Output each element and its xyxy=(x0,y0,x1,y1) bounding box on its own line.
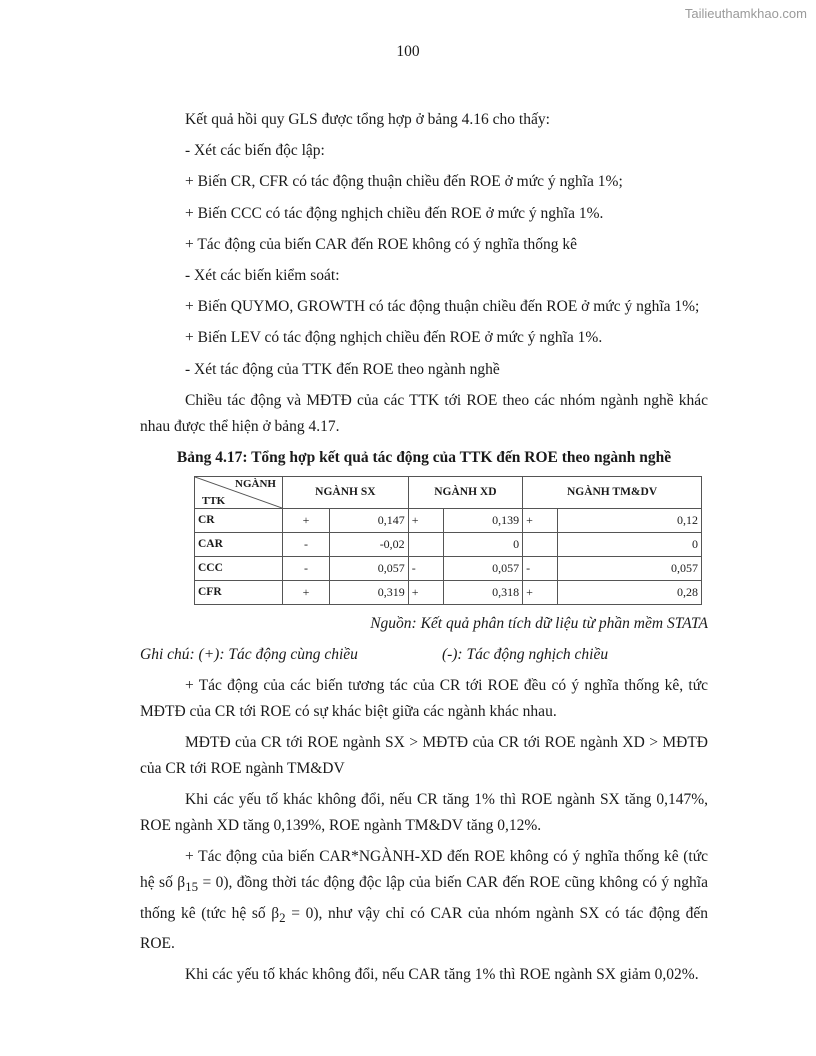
sign-cell: + xyxy=(408,580,443,604)
sign-cell: + xyxy=(523,508,558,532)
value-cell: 0 xyxy=(558,532,702,556)
value-cell: 0,139 xyxy=(443,508,522,532)
column-header: NGÀNH XD xyxy=(408,476,522,508)
table-row xyxy=(195,508,702,532)
page-number: 100 xyxy=(396,43,420,60)
sign-cell: - xyxy=(523,556,558,580)
value-cell: -0,02 xyxy=(330,532,409,556)
paragraph: - Xét các biến độc lập: xyxy=(185,142,325,160)
value-cell: 0,318 xyxy=(443,580,522,604)
sign-cell: - xyxy=(283,532,330,556)
paragraph-beta xyxy=(140,844,708,956)
corner-label-ttk: TTK xyxy=(202,494,226,507)
paragraph: + Tác động của biến CAR đến ROE không có ý nghĩa thống kê xyxy=(185,235,578,253)
table-row xyxy=(195,580,702,604)
value-cell: 0,28 xyxy=(558,580,702,604)
document-body xyxy=(140,107,708,993)
row-variable: CR xyxy=(195,508,283,532)
paragraph: + Tác động của các biến tương tác của CR tới ROE đều có ý nghĩa thống kê, tức MĐTĐ của CR tới ROE có sự khác biệt giữa các ngành khác nhau. xyxy=(140,676,708,720)
sign-cell: - xyxy=(283,556,330,580)
sign-cell: - xyxy=(408,556,443,580)
paragraph: Khi các yếu tố khác không đổi, nếu CAR tăng 1% thì ROE ngành SX giảm 0,02%. xyxy=(185,965,699,983)
value-cell: 0,057 xyxy=(443,556,522,580)
beta-subscript: 15 xyxy=(185,879,199,895)
column-header: NGÀNH TM&DV xyxy=(523,476,702,508)
note-negative: (-): Tác động nghịch chiều xyxy=(441,645,609,663)
table-row xyxy=(195,556,702,580)
value-cell: 0,147 xyxy=(330,508,409,532)
sign-cell xyxy=(408,532,443,556)
beta-text: = 0), đồng thời tác động độc lập của biến CAR đến ROE cũng không có ý nghĩa thống kê (tức hệ số β xyxy=(140,874,708,922)
paragraph: Chiều tác động và MĐTĐ của các TTK tới ROE theo các nhóm ngành nghề khác nhau được thể hiện ở bảng 4.17. xyxy=(140,391,708,435)
table-header-row xyxy=(195,476,702,508)
column-header: NGÀNH SX xyxy=(283,476,409,508)
sign-cell: + xyxy=(283,508,330,532)
beta-text: + Tác động của biến CAR*NGÀNH-XD đến ROE không có ý nghĩa thống kê (tức hệ số β xyxy=(140,848,708,892)
results-table xyxy=(194,476,702,605)
row-variable: CCC xyxy=(195,556,283,580)
value-cell: 0,319 xyxy=(330,580,409,604)
value-cell: 0,12 xyxy=(558,508,702,532)
paragraph: + Biến QUYMO, GROWTH có tác động thuận chiều đến ROE ở mức ý nghĩa 1%; xyxy=(185,298,700,316)
table-row xyxy=(195,532,702,556)
table-corner-cell xyxy=(195,476,283,508)
beta-text: = 0), như vậy chỉ có CAR của nhóm ngành SX có tác động đến ROE. xyxy=(140,904,708,952)
paragraph: + Biến CR, CFR có tác động thuận chiều đến ROE ở mức ý nghĩa 1%; xyxy=(185,173,623,191)
watermark: Tailieuthamkhao.com xyxy=(684,6,807,21)
value-cell: 0 xyxy=(443,532,522,556)
sign-cell: + xyxy=(283,580,330,604)
value-cell: 0,057 xyxy=(558,556,702,580)
sign-cell xyxy=(523,532,558,556)
value-cell: 0,057 xyxy=(330,556,409,580)
sign-cell: + xyxy=(523,580,558,604)
table-notes xyxy=(140,642,708,668)
paragraph: Khi các yếu tố khác không đổi, nếu CR tăng 1% thì ROE ngành SX tăng 0,147%, ROE ngành XD tăng 0,139%, ROE ngành TM&DV tăng 0,12%. xyxy=(140,791,708,835)
paragraph: - Xét tác động của TTK đến ROE theo ngành nghề xyxy=(185,360,500,378)
note-positive: Ghi chú: (+): Tác động cùng chiều xyxy=(140,645,358,663)
beta-subscript: 2 xyxy=(279,909,286,925)
paragraph: MĐTĐ của CR tới ROE ngành SX > MĐTĐ của CR tới ROE ngành XD > MĐTĐ của CR tới ROE ngành TM&DV xyxy=(140,734,708,778)
paragraph: Kết quả hồi quy GLS được tổng hợp ở bảng 4.16 cho thấy: xyxy=(185,111,550,128)
paragraph: - Xét các biến kiểm soát: xyxy=(185,266,340,284)
table-title: Bảng 4.17: Tổng hợp kết quả tác động của TTK đến ROE theo ngành nghề xyxy=(176,448,672,466)
paragraph: + Biến CCC có tác động nghịch chiều đến ROE ở mức ý nghĩa 1%. xyxy=(185,204,604,222)
table-source: Nguồn: Kết quả phân tích dữ liệu từ phần mềm STATA xyxy=(370,614,708,632)
corner-label-industry: NGÀNH xyxy=(235,477,276,490)
row-variable: CFR xyxy=(195,580,283,604)
sign-cell: + xyxy=(408,508,443,532)
row-variable: CAR xyxy=(195,532,283,556)
paragraph: + Biến LEV có tác động nghịch chiều đến ROE ở mức ý nghĩa 1%. xyxy=(185,329,603,347)
